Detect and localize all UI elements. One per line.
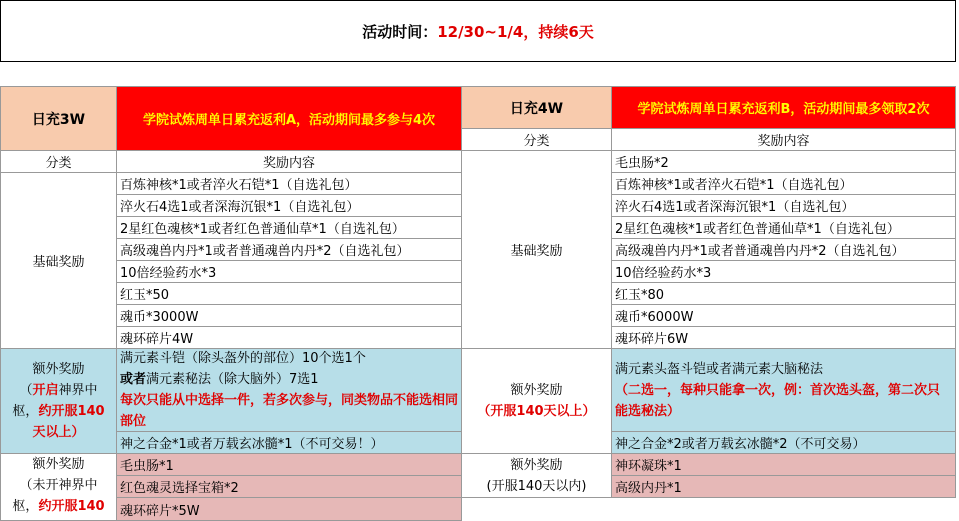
list-item: 10倍经验药水*3 bbox=[117, 261, 462, 283]
activity-time-label: 活动时间： bbox=[362, 22, 438, 41]
left-extra1-text-line2a: 或者 bbox=[120, 372, 147, 387]
left-extra1-line2b: 开启 bbox=[32, 383, 59, 398]
left-extra2-line3b: 约开服140 bbox=[38, 499, 105, 514]
list-item: 红色魂灵选择宝箱*2 bbox=[117, 476, 462, 498]
list-item: 魂币*6000W bbox=[612, 305, 956, 327]
list-item: 高级魂兽内丹*1或者普通魂兽内丹*2（自选礼包） bbox=[117, 239, 462, 261]
list-item: 红玉*50 bbox=[117, 283, 462, 305]
right-extra2-line2: (开服140天以内) bbox=[486, 478, 587, 494]
right-extra-category-2 bbox=[462, 454, 612, 498]
right-tier-label: 日充4W bbox=[462, 86, 612, 129]
list-item: 淬火石4选1或者深海沉银*1（自选礼包） bbox=[117, 195, 462, 217]
list-item: 魂环碎片6W bbox=[612, 327, 956, 349]
list-item: 毛虫肠*1 bbox=[117, 454, 462, 476]
list-item: 高级魂兽内丹*1或者普通魂兽内丹*2（自选礼包） bbox=[612, 239, 956, 261]
left-extra1-line3b: 约开服140 bbox=[38, 404, 105, 419]
right-extra1-reward bbox=[612, 349, 956, 432]
list-item: 神环凝珠*1 bbox=[612, 454, 956, 476]
right-col-category: 分类 bbox=[462, 129, 612, 151]
list-item: 2星红色魂核*1或者红色普通仙草*1（自选礼包） bbox=[612, 217, 956, 239]
left-col-reward: 奖励内容 bbox=[117, 151, 462, 173]
list-item: 10倍经验药水*3 bbox=[612, 261, 956, 283]
left-extra-category-2 bbox=[0, 454, 117, 521]
left-extra2-line1: 额外奖励 bbox=[32, 457, 85, 472]
activity-time-value: 12/30~1/4，持续6天 bbox=[437, 22, 594, 41]
list-item: 2星红色魂核*1或者红色普通仙草*1（自选礼包） bbox=[117, 217, 462, 239]
left-extra1-line1: 额外奖励 bbox=[32, 362, 85, 377]
left-extra-category-1 bbox=[0, 349, 117, 454]
left-extra1-line2a: （ bbox=[19, 383, 33, 398]
right-extra-category-1 bbox=[462, 349, 612, 454]
right-extra1-line2: （开服140天以上） bbox=[477, 404, 596, 419]
list-item: 百炼神核*1或者淬火石铠*1（自选礼包） bbox=[612, 173, 956, 195]
list-item: 魂环碎片4W bbox=[117, 327, 462, 349]
list-item: 高级内丹*1 bbox=[612, 476, 956, 498]
left-extra1-text-line2b: 满元素秘法（除大脑外）7选1 bbox=[146, 372, 319, 387]
right-col-reward: 奖励内容 bbox=[612, 129, 956, 151]
left-extra1-reward bbox=[117, 349, 462, 432]
list-item: 魂币*3000W bbox=[117, 305, 462, 327]
left-extra2-line3a: 枢， bbox=[12, 499, 39, 514]
left-extra1-text-line3: 每次只能从中选择一件，若多次参与，同类物品不能选相同部位 bbox=[120, 393, 459, 429]
left-extra1-line3a: 枢， bbox=[12, 404, 39, 419]
right-extra2-line1: 额外奖励 bbox=[510, 457, 563, 473]
right-extra1-text-line1: 满元素头盔斗铠或者满元素大脑秘法 bbox=[615, 361, 824, 377]
left-extra1-line2c: 神界中 bbox=[58, 383, 98, 398]
right-extra1-item2: 神之合金*2或者万载玄冰髓*2（不可交易） bbox=[612, 432, 956, 454]
right-extra1-text-line2: （二选一，每种只能拿一次，例：首次选头盔，第二次只能选秘法） bbox=[615, 382, 941, 419]
list-item: 淬火石4选1或者深海沉银*1（自选礼包） bbox=[612, 195, 956, 217]
left-extra1-item2: 神之合金*1或者万载玄冰髓*1（不可交易！） bbox=[117, 432, 462, 454]
left-extra1-text-line1: 满元素斗铠（除头盔外的部位）10个选1个 bbox=[120, 351, 366, 366]
activity-time-header bbox=[0, 0, 956, 62]
list-item: 魂环碎片*5W bbox=[117, 498, 462, 521]
right-activity-title: 学院试炼周单日累充返利B，活动期间最多领取2次 bbox=[612, 86, 956, 129]
right-basic-category: 基础奖励 bbox=[462, 151, 612, 349]
left-col-category: 分类 bbox=[0, 151, 117, 173]
list-item: 毛虫肠*2 bbox=[612, 151, 956, 173]
left-tier-label: 日充3W bbox=[0, 86, 117, 151]
list-item: 红玉*80 bbox=[612, 283, 956, 305]
left-extra2-line2: （未开神界中 bbox=[19, 478, 98, 493]
left-activity-title: 学院试炼周单日累充返利A，活动期间最多参与4次 bbox=[117, 86, 462, 151]
left-basic-category: 基础奖励 bbox=[0, 173, 117, 349]
right-extra1-line1: 额外奖励 bbox=[510, 383, 563, 398]
left-extra1-line4: 天以上） bbox=[32, 425, 85, 440]
list-item: 百炼神核*1或者淬火石铠*1（自选礼包） bbox=[117, 173, 462, 195]
